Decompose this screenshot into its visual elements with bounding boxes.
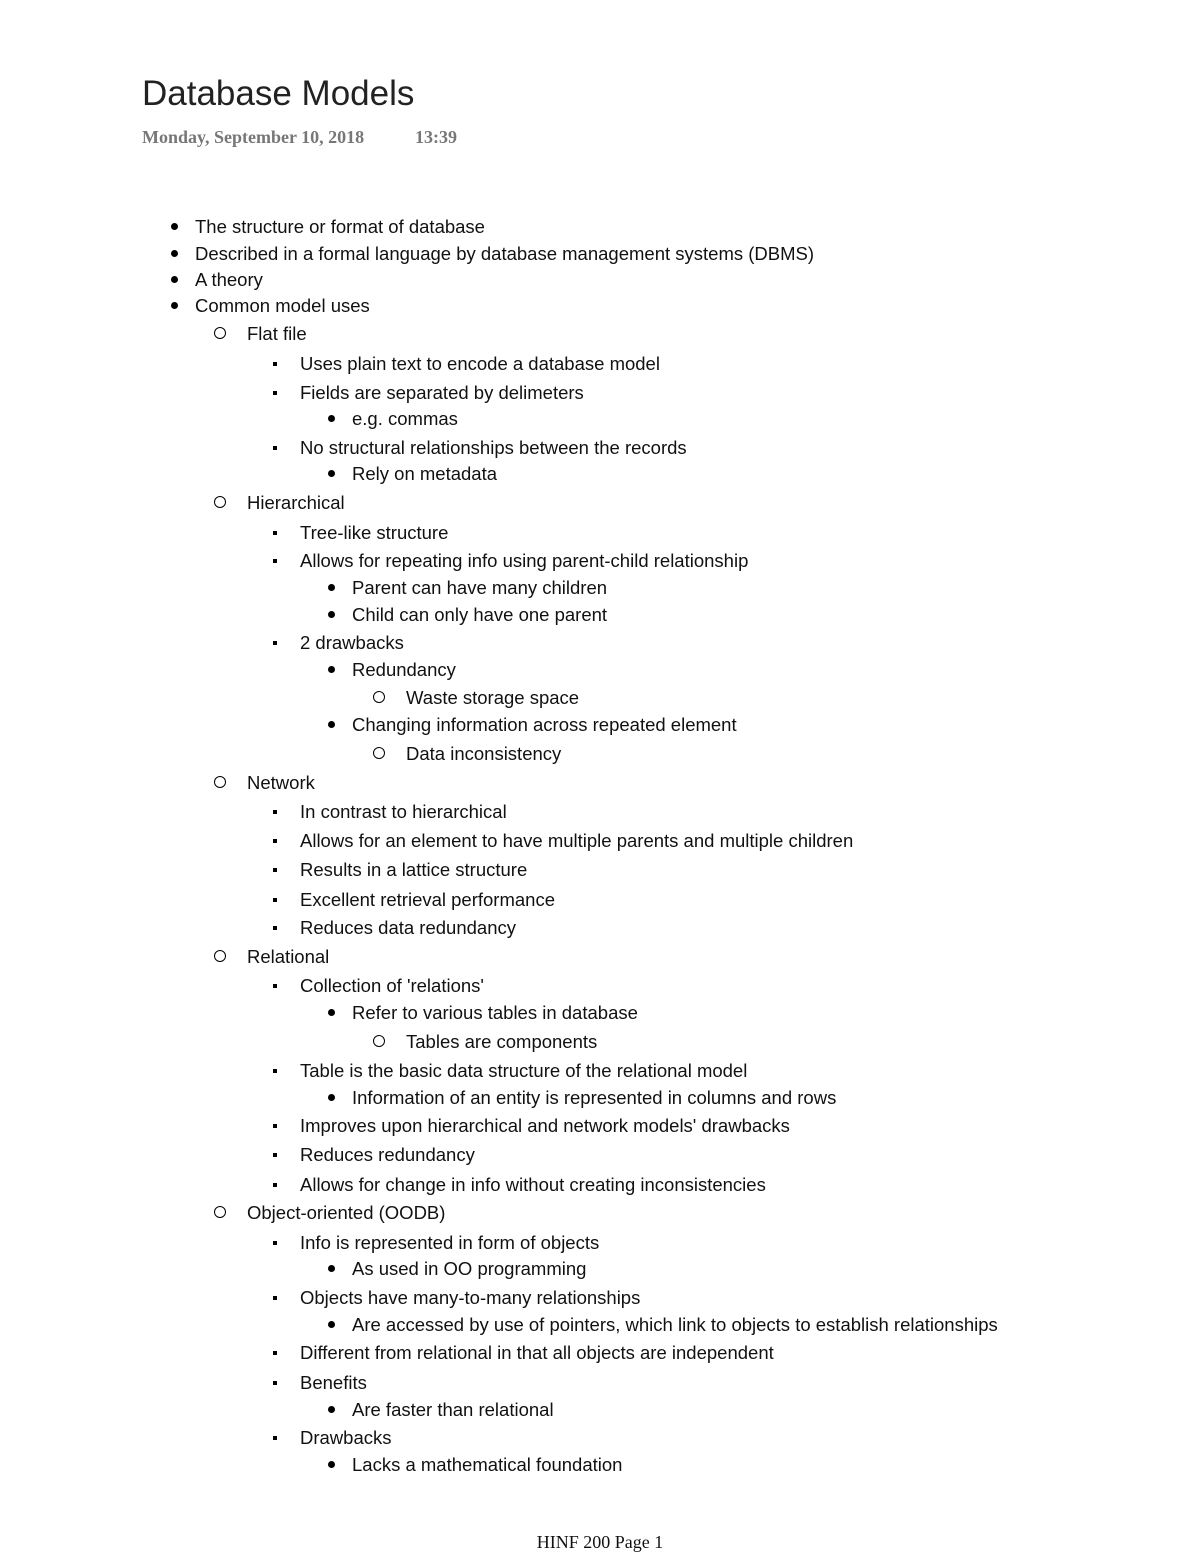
outline-item-text: As used in OO programming (352, 1258, 587, 1279)
outline-item (352, 1258, 586, 1280)
outline-item (352, 1087, 836, 1109)
outline-item-text: Redundancy (352, 659, 456, 680)
outline-item-text: Benefits (300, 1372, 367, 1393)
outline-item-text: Allows for an element to have multiple parents and multiple children (300, 830, 854, 851)
outline-item (300, 550, 748, 572)
outline-item (352, 604, 607, 626)
outline-item-text: Rely on metadata (352, 463, 498, 484)
outline-item-text: Uses plain text to encode a database model (300, 353, 660, 374)
outline-item (406, 687, 579, 709)
outline-item-text: No structural relationships between the records (300, 437, 687, 458)
outline-item-text: Refer to various tables in database (352, 1002, 638, 1023)
outline-item-text: Table is the basic data structure of the relational model (300, 1060, 748, 1081)
page-timestamp (142, 127, 457, 148)
outline-item-text: Reduces data redundancy (300, 917, 516, 938)
outline-item (247, 323, 307, 345)
outline-item (195, 295, 370, 317)
outline-item (300, 1342, 774, 1364)
outline-item (352, 1399, 554, 1421)
outline-item (300, 1427, 392, 1449)
outline-item (352, 659, 456, 681)
page-footer: HINF 200 Page 1 (536, 1532, 664, 1552)
outline-item (300, 830, 853, 852)
outline-item-text: Tables are components (406, 1031, 598, 1052)
outline-item-text: Hierarchical (247, 492, 345, 513)
outline-item (406, 1031, 597, 1053)
outline-item (300, 801, 507, 823)
outline-item (300, 917, 516, 939)
outline-item-text: Allows for repeating info using parent-child relationship (300, 550, 749, 571)
outline-item (300, 1060, 747, 1082)
outline-item (300, 975, 484, 997)
outline-item (247, 946, 329, 968)
outline-item-text: Excellent retrieval performance (300, 889, 555, 910)
outline-item (300, 1287, 640, 1309)
outline-item (195, 216, 485, 238)
outline-item-text: In contrast to hierarchical (300, 801, 507, 822)
outline-item (195, 243, 814, 265)
outline-item-text: Fields are separated by delimeters (300, 382, 584, 403)
outline-item (352, 1002, 638, 1024)
outline-item (300, 889, 555, 911)
outline-item-text: Different from relational in that all objects are independent (300, 1342, 774, 1363)
outline-item (300, 1144, 475, 1166)
outline-item (352, 714, 737, 736)
outline-item-text: e.g. commas (352, 408, 458, 429)
outline-item (300, 353, 660, 375)
outline-item (247, 1202, 445, 1224)
outline-item-text: Are accessed by use of pointers, which link to objects to establish relationships (352, 1314, 998, 1335)
outline-item (300, 859, 527, 881)
outline-item (352, 1314, 998, 1336)
outline-item (300, 437, 687, 459)
outline-item (300, 1232, 599, 1254)
outline-item-text: The structure or format of database (195, 216, 485, 237)
outline-item (300, 1115, 790, 1137)
outline-item-text: Relational (247, 946, 330, 967)
outline-item-text: Allows for change in info without creating inconsistencies (300, 1174, 766, 1195)
outline-item-text: A theory (195, 269, 263, 290)
outline-item-text: Waste storage space (406, 687, 580, 708)
outline-item (300, 382, 584, 404)
outline-item (300, 522, 448, 544)
outline-item (352, 463, 497, 485)
outline-item-text: 2 drawbacks (300, 632, 404, 653)
outline-item-text: Results in a lattice structure (300, 859, 528, 880)
outline-item (247, 772, 315, 794)
outline-item-text: Data inconsistency (406, 743, 562, 764)
outline-item (352, 1454, 622, 1476)
outline-item-text: Common model uses (195, 295, 370, 316)
outline-item-text: Network (247, 772, 315, 793)
outline-item-text: Lacks a mathematical foundation (352, 1454, 623, 1475)
outline-item (300, 1174, 766, 1196)
page-date: Monday, September 10, 2018 (142, 127, 365, 147)
outline-item-text: Child can only have one parent (352, 604, 608, 625)
page-time: 13:39 (415, 127, 457, 147)
outline-item (352, 577, 607, 599)
outline-item (406, 743, 561, 765)
outline-item-text: Reduces redundancy (300, 1144, 475, 1165)
outline-item-text: Changing information across repeated element (352, 714, 737, 735)
outline-item-text: Are faster than relational (352, 1399, 554, 1420)
outline-item (247, 492, 345, 514)
outline-item-text: Drawbacks (300, 1427, 392, 1448)
outline-item-text: Parent can have many children (352, 577, 608, 598)
outline-item-text: Objects have many-to-many relationships (300, 1287, 641, 1308)
outline-item-text: Improves upon hierarchical and network models' drawbacks (300, 1115, 790, 1136)
outline-item (352, 408, 458, 430)
outline-item-text: Info is represented in form of objects (300, 1232, 600, 1253)
outline-item-text: Information of an entity is represented in columns and rows (352, 1087, 837, 1108)
page-title: Database Models (142, 74, 415, 113)
outline-item (195, 269, 263, 291)
outline-item (300, 632, 404, 654)
outline-item-text: Flat file (247, 323, 307, 344)
outline-item (300, 1372, 367, 1394)
outline-item-text: Tree-like structure (300, 522, 449, 543)
outline-item-text: Object-oriented (OODB) (247, 1202, 446, 1223)
outline-item-text: Collection of 'relations' (300, 975, 484, 996)
outline-item-text: Described in a formal language by database management systems (DBMS) (195, 243, 815, 264)
